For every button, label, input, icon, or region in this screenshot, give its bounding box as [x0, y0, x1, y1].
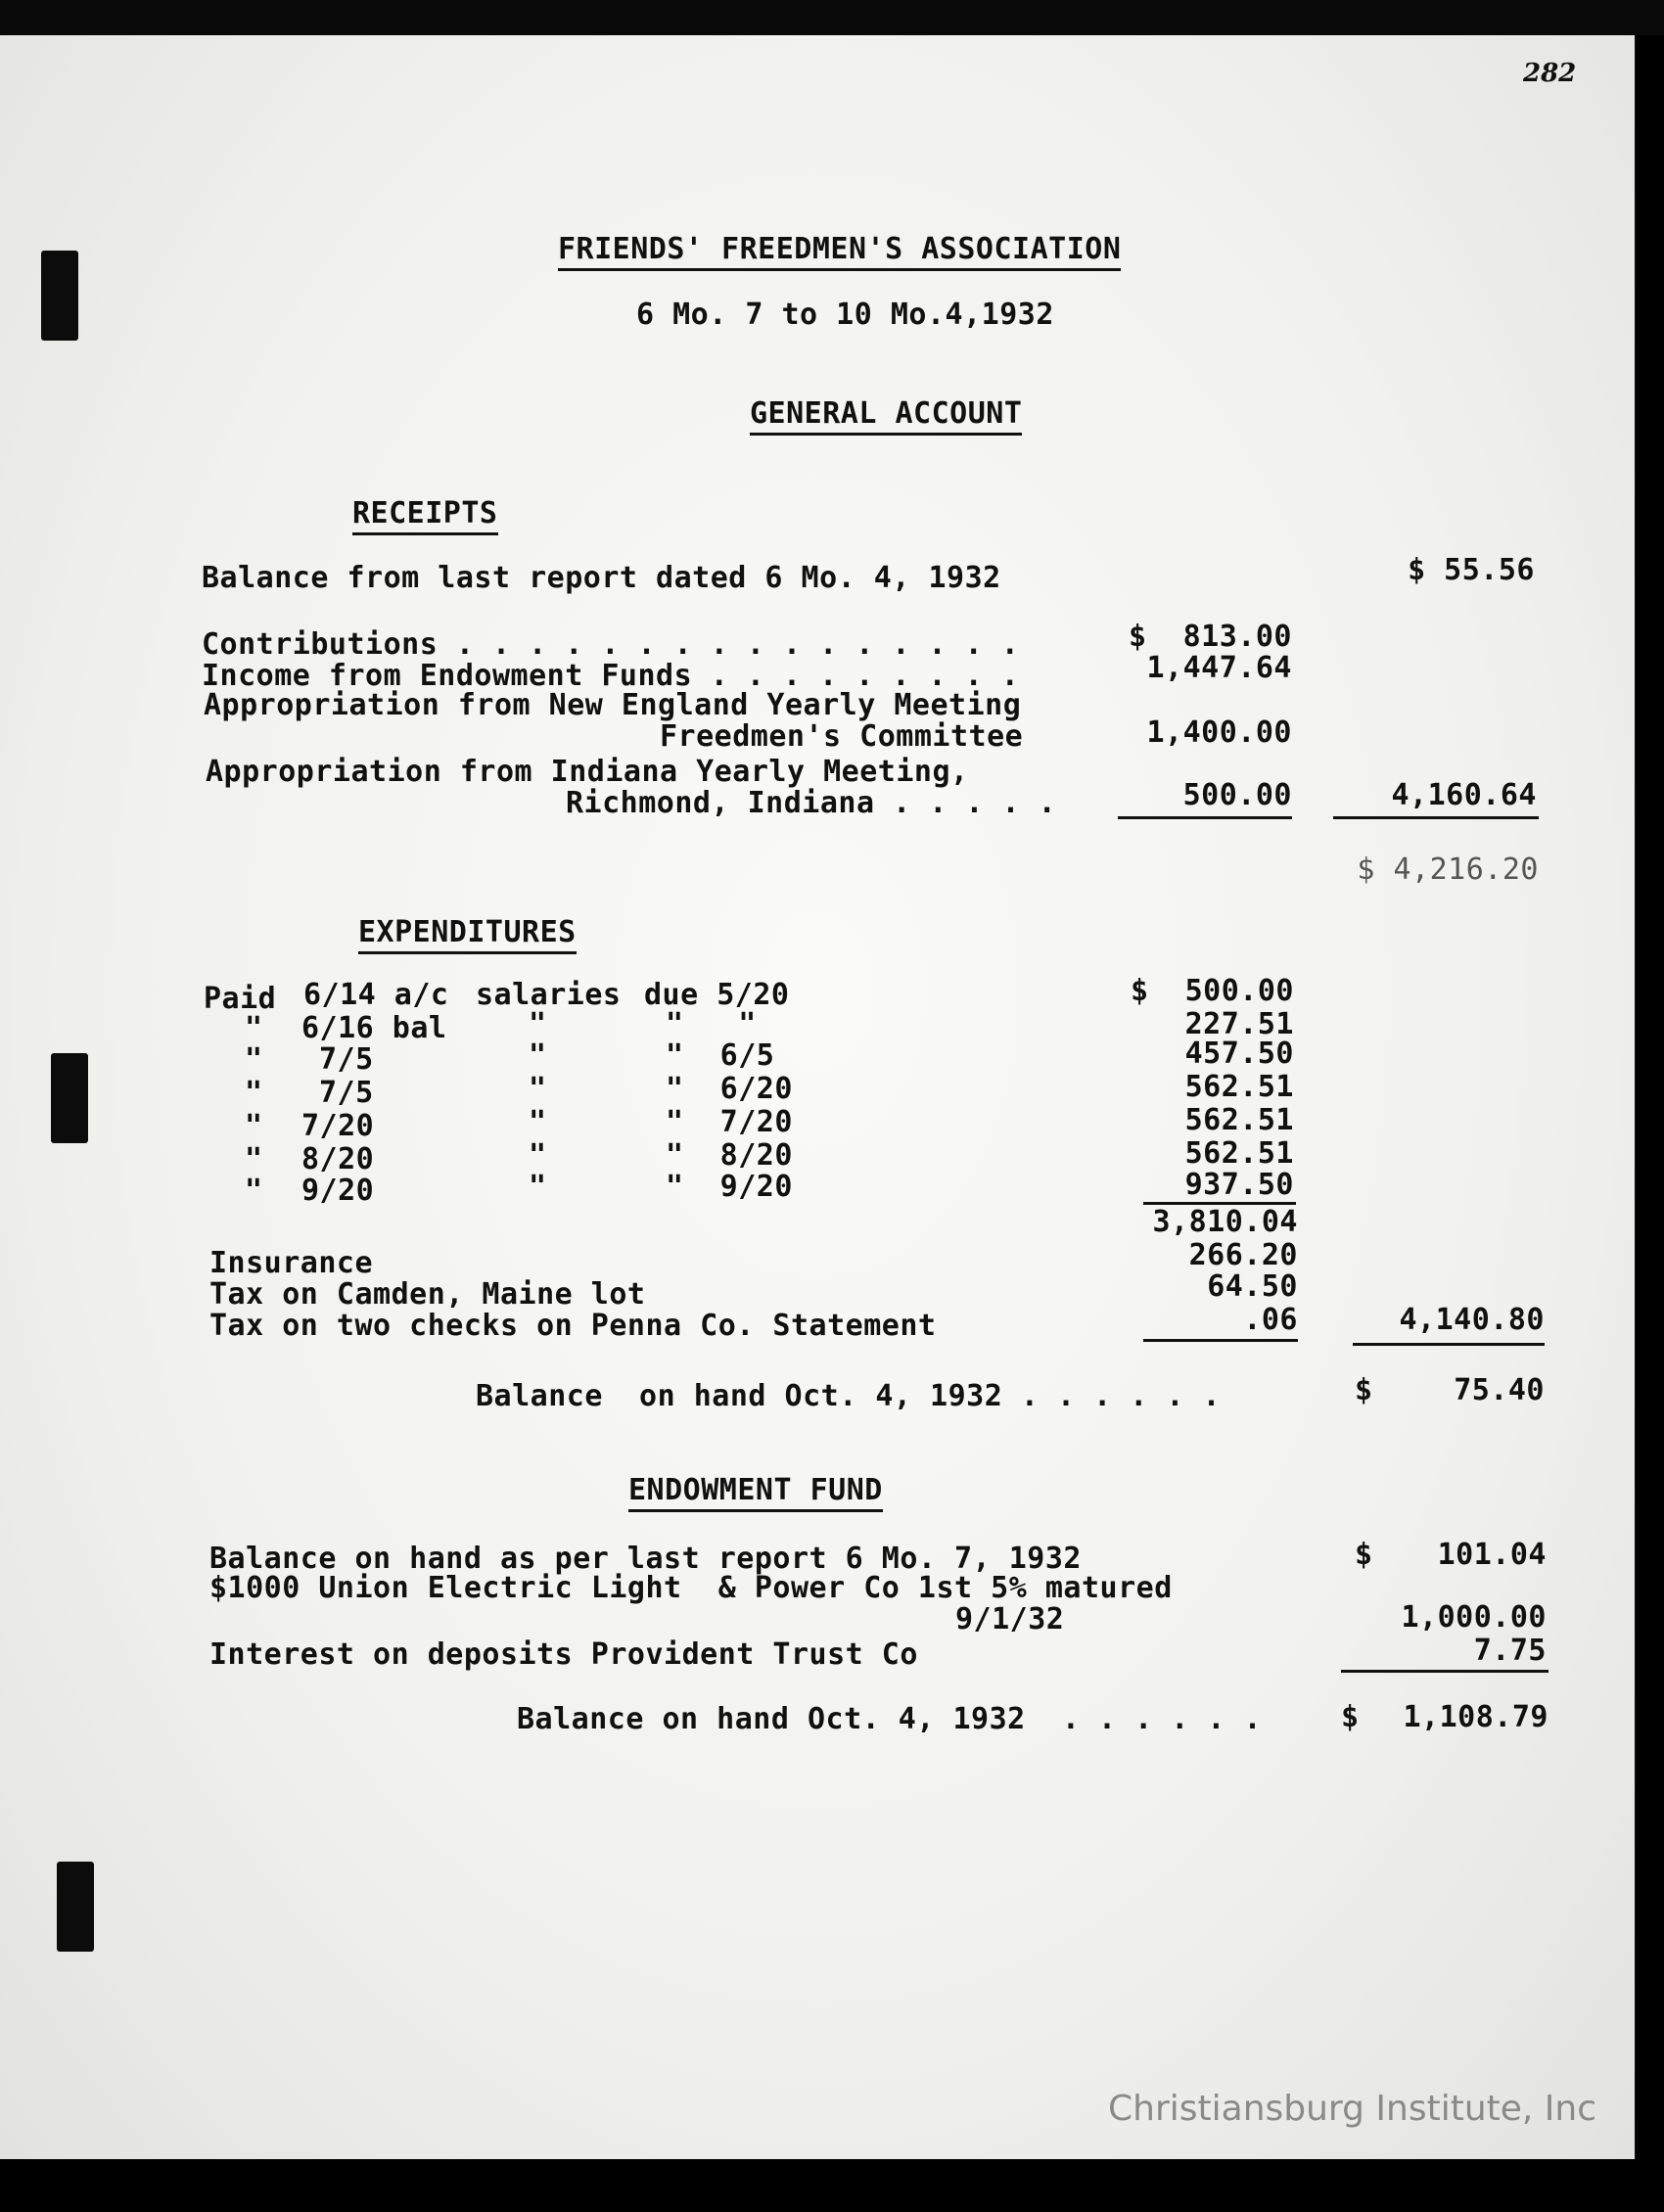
endowment-line-label: Interest on deposits Provident Trust Co: [209, 1637, 918, 1672]
salary-row-c1: Paid: [204, 982, 277, 1016]
salary-row-c3: ": [529, 1138, 547, 1173]
expense-value: .06: [1243, 1303, 1298, 1337]
page-number: 282: [1523, 59, 1577, 88]
endowment-line-value: 7.75: [1473, 1634, 1547, 1668]
expense-label: Insurance: [209, 1246, 374, 1280]
salary-row-value: 227.51: [1184, 1007, 1294, 1041]
expense-label: Tax on two checks on Penna Co. Statement: [209, 1309, 937, 1343]
punch-hole: [57, 1862, 94, 1952]
receipt-item-label: Freedmen's Committee: [660, 719, 1024, 754]
receipts-balance-label: Balance from last report dated 6 Mo. 4, 1932: [202, 561, 1001, 595]
underline-rule: [1353, 1343, 1545, 1346]
salary-row-c1: ": [245, 1174, 263, 1208]
receipt-item-value: $ 813.00: [1128, 620, 1292, 654]
endowment-line-value: 101.04: [1437, 1538, 1547, 1572]
salary-row-c3: ": [529, 1170, 547, 1204]
salary-row-c4: " 9/20: [666, 1170, 793, 1204]
salaries-total: 3,810.04: [1152, 1205, 1298, 1239]
receipt-item-label: Richmond, Indiana . . . . .: [566, 786, 1057, 820]
endowment-balance-value: 1,108.79: [1403, 1700, 1548, 1734]
salary-row-c1: ": [245, 1076, 263, 1110]
salary-row-c4: " 6/20: [666, 1072, 793, 1106]
salary-row-value: 562.51: [1184, 1103, 1294, 1137]
scan-bottom-edge: [0, 2159, 1664, 2212]
underline-rule: [1118, 816, 1292, 819]
salary-row-c2: 7/20: [301, 1109, 375, 1143]
endowment-heading: ENDOWMENT FUND: [628, 1474, 883, 1512]
salary-row-c4: " 7/20: [666, 1105, 793, 1139]
receipts-total: $ 4,216.20: [1357, 853, 1539, 887]
underline-rule: [1333, 816, 1539, 819]
underline-rule: [1341, 1670, 1548, 1673]
receipt-item-label: Appropriation from Indiana Yearly Meeting,: [206, 755, 969, 789]
endowment-line-value: 1,000.00: [1401, 1600, 1547, 1635]
underline-rule: [1143, 1339, 1298, 1342]
salary-row-c4: " 8/20: [666, 1138, 793, 1173]
salary-row-c2: 6/14 a/c: [303, 978, 449, 1012]
salary-row-c3: ": [529, 1072, 547, 1106]
endowment-line-currency: $: [1355, 1538, 1373, 1572]
salary-row-c4: due 5/20: [644, 978, 790, 1012]
endowment-line-label: $1000 Union Electric Light & Power Co 1st 5% matured: [209, 1571, 1173, 1605]
endowment-balance-label: Balance on hand Oct. 4, 1932 . . . . . .: [517, 1702, 1263, 1736]
salary-row-c3: salaries: [476, 978, 622, 1012]
expenditures-heading: EXPENDITURES: [358, 916, 577, 954]
salary-row-c4: " ": [666, 1007, 757, 1041]
archive-watermark: Christiansburg Institute, Inc: [1108, 2089, 1597, 2129]
expense-value: 266.20: [1188, 1238, 1298, 1272]
expense-value: 64.50: [1207, 1269, 1298, 1304]
receipts-heading: RECEIPTS: [352, 497, 498, 535]
salary-row-c3: ": [529, 1105, 547, 1139]
receipt-item-label: Income from Endowment Funds . . . . . . . . .: [202, 659, 1020, 693]
account-title: GENERAL ACCOUNT: [750, 397, 1022, 436]
expenditures-total: 4,140.80: [1399, 1303, 1545, 1337]
salary-row-c1: ": [245, 1109, 263, 1143]
salary-row-value: 562.51: [1184, 1070, 1294, 1104]
receipt-item-label: Contributions . . . . . . . . . . . . . . . .: [202, 627, 1020, 662]
salary-row-c2: 8/20: [301, 1142, 375, 1176]
salary-row-c2: 7/5: [319, 1042, 374, 1077]
expense-label: Tax on Camden, Maine lot: [209, 1277, 646, 1312]
salary-row-c3: ": [529, 1038, 547, 1073]
endowment-line-label: Balance on hand as per last report 6 Mo. 7, 1932: [209, 1542, 1082, 1576]
punch-hole: [41, 251, 78, 341]
expenditures-balance-currency: $: [1355, 1373, 1373, 1407]
receipts-subtotal: 4,160.64: [1391, 778, 1537, 812]
expenditures-balance-value: 75.40: [1454, 1373, 1545, 1407]
salary-row-c1: ": [245, 1011, 263, 1045]
receipt-item-label: Appropriation from New England Yearly Meeting: [204, 688, 1022, 722]
salary-row-c3: ": [529, 1007, 547, 1041]
punch-hole: [51, 1053, 88, 1143]
salary-row-value: 562.51: [1184, 1136, 1294, 1171]
receipt-item-value: 500.00: [1182, 778, 1292, 812]
endowment-line-label: 9/1/32: [955, 1602, 1065, 1636]
salary-row-c4: " 6/5: [666, 1038, 775, 1073]
salary-row-c2: 9/20: [301, 1174, 375, 1208]
endowment-balance-currency: $: [1341, 1700, 1360, 1734]
salary-row-c2: 6/16 bal: [301, 1011, 447, 1045]
expenditures-balance-label: Balance on hand Oct. 4, 1932 . . . . . .: [476, 1379, 1222, 1413]
receipt-item-value: 1,400.00: [1146, 715, 1292, 750]
receipts-balance-value: $ 55.56: [1408, 553, 1535, 587]
salary-row-value: 937.50: [1184, 1168, 1294, 1202]
period: 6 Mo. 7 to 10 Mo.4,1932: [636, 298, 1054, 332]
salary-row-c1: ": [245, 1042, 263, 1077]
salary-row-c2: 7/5: [319, 1076, 374, 1110]
salary-row-value: $ 500.00: [1130, 974, 1294, 1008]
salary-row-c1: ": [245, 1142, 263, 1176]
scan-edge: [1637, 35, 1664, 2159]
receipt-item-value: 1,447.64: [1146, 651, 1292, 685]
salary-row-value: 457.50: [1184, 1037, 1294, 1071]
org-title: FRIENDS' FREEDMEN'S ASSOCIATION: [558, 233, 1121, 271]
